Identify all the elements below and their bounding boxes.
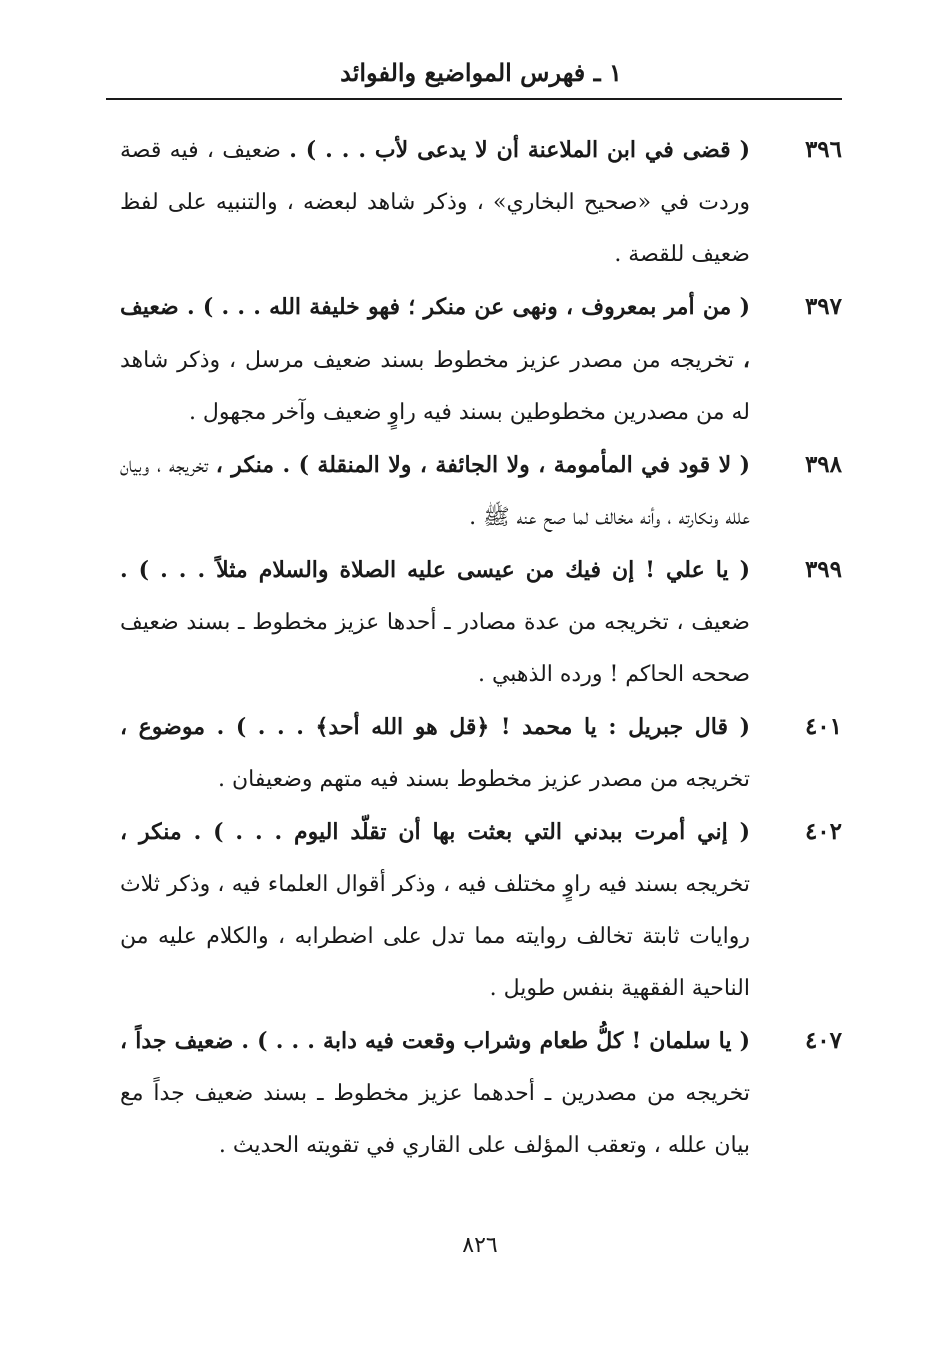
hadith-title: ( من أمر بمعروف ، ونهى عن منكر ؛ فهو خليفة الله . . . ) . ضعيف ، [120,294,750,373]
hadith-title: ( إني أمرت ببدني التي بعثت بها أن تقلّد اليوم . . . ) . منكر ، [120,819,750,845]
entry-number: ٣٩٦ [804,136,842,163]
entry-number: ٣٩٨ [804,451,842,478]
entry-description: تخريجه من مصدر عزيز مخطوط بسند ضعيف مرسل ، وذكر شاهد له من مصدرين مخطوطين بسند فيه راوٍ ضعيف وآخر مجهول . [120,348,750,425]
entry-body [120,124,750,281]
index-entries [120,124,842,1172]
entry-number: ٤٠٧ [804,1027,842,1054]
hadith-title: ( قضى في ابن الملاعنة أن لا يدعى لأب . . . ) . [289,137,750,163]
index-entry [120,281,842,439]
page-number: ٨٢٦ [462,1233,498,1258]
entry-number: ٤٠٢ [804,818,842,845]
entry-description: تخريجه بسند فيه راوٍ مختلف فيه ، وذكر أقوال العلماء فيه ، وذكر ثلاث روايات ثابتة تخالف روايته مما تدل على اضطرابه ، والكلام عليه من الناحية الفقهية بنفس طويل . [120,872,750,1001]
entry-number: ٤٠١ [804,713,842,740]
index-entry [120,544,842,701]
running-header: ١ ـ فهرس المواضيع والفوائد [340,58,622,87]
entry-description: تخريجه من مصدرين ـ أحدهما عزيز مخطوط ـ بسند ضعيف جداً مع بيان علله ، وتعقب المؤلف على القاري في تقويته الحديث . [120,1081,750,1158]
index-entry [120,1015,842,1172]
index-entry [120,701,842,806]
index-entry [120,124,842,281]
entry-body [120,701,750,806]
entry-body [120,806,750,1015]
index-entry [120,439,842,544]
hadith-title: ( قال جبريل : يا محمد ! ﴿قل هو الله أحد﴾ . . . ) . موضوع ، [120,714,750,740]
entry-description: ضعيف ، تخريجه من عدة مصادر ـ أحدها عزيز مخطوط ـ بسند ضعيف صححه الحاكم ! ورده الذهبي . [120,610,750,687]
header-rule [106,98,842,100]
entry-body [120,439,750,544]
entry-number: ٣٩٧ [804,293,842,320]
entry-body [120,544,750,701]
entry-description: تخريجه ، وبيان علله ونكارته ، وأنه مخالف لما صح عنه ﷺ . [120,453,750,530]
entry-description: تخريجه من مصدر عزيز مخطوط بسند فيه متهم وضعيفان . [218,767,750,792]
index-entry [120,806,842,1015]
hadith-title: ( يا علي ! إن فيك من عيسى عليه الصلاة والسلام مثلاً . . . ) . [120,557,750,583]
hadith-title: ( لا قود في المأمومة ، ولا الجائفة ، ولا المنقلة ) . منكر ، [215,452,750,478]
entry-description: ضعيف ، فيه قصة وردت في «صحيح البخاري» ، وذكر شاهد لبعضه ، والتنبيه على لفظ ضعيف للقصة . [120,138,750,267]
hadith-title: ( يا سلمان ! كلُّ طعام وشراب وقعت فيه دابة . . . ) . ضعيف جداً ، [120,1028,750,1054]
entry-number: ٣٩٩ [804,556,842,583]
entry-body [120,1015,750,1172]
entry-body [120,281,750,439]
